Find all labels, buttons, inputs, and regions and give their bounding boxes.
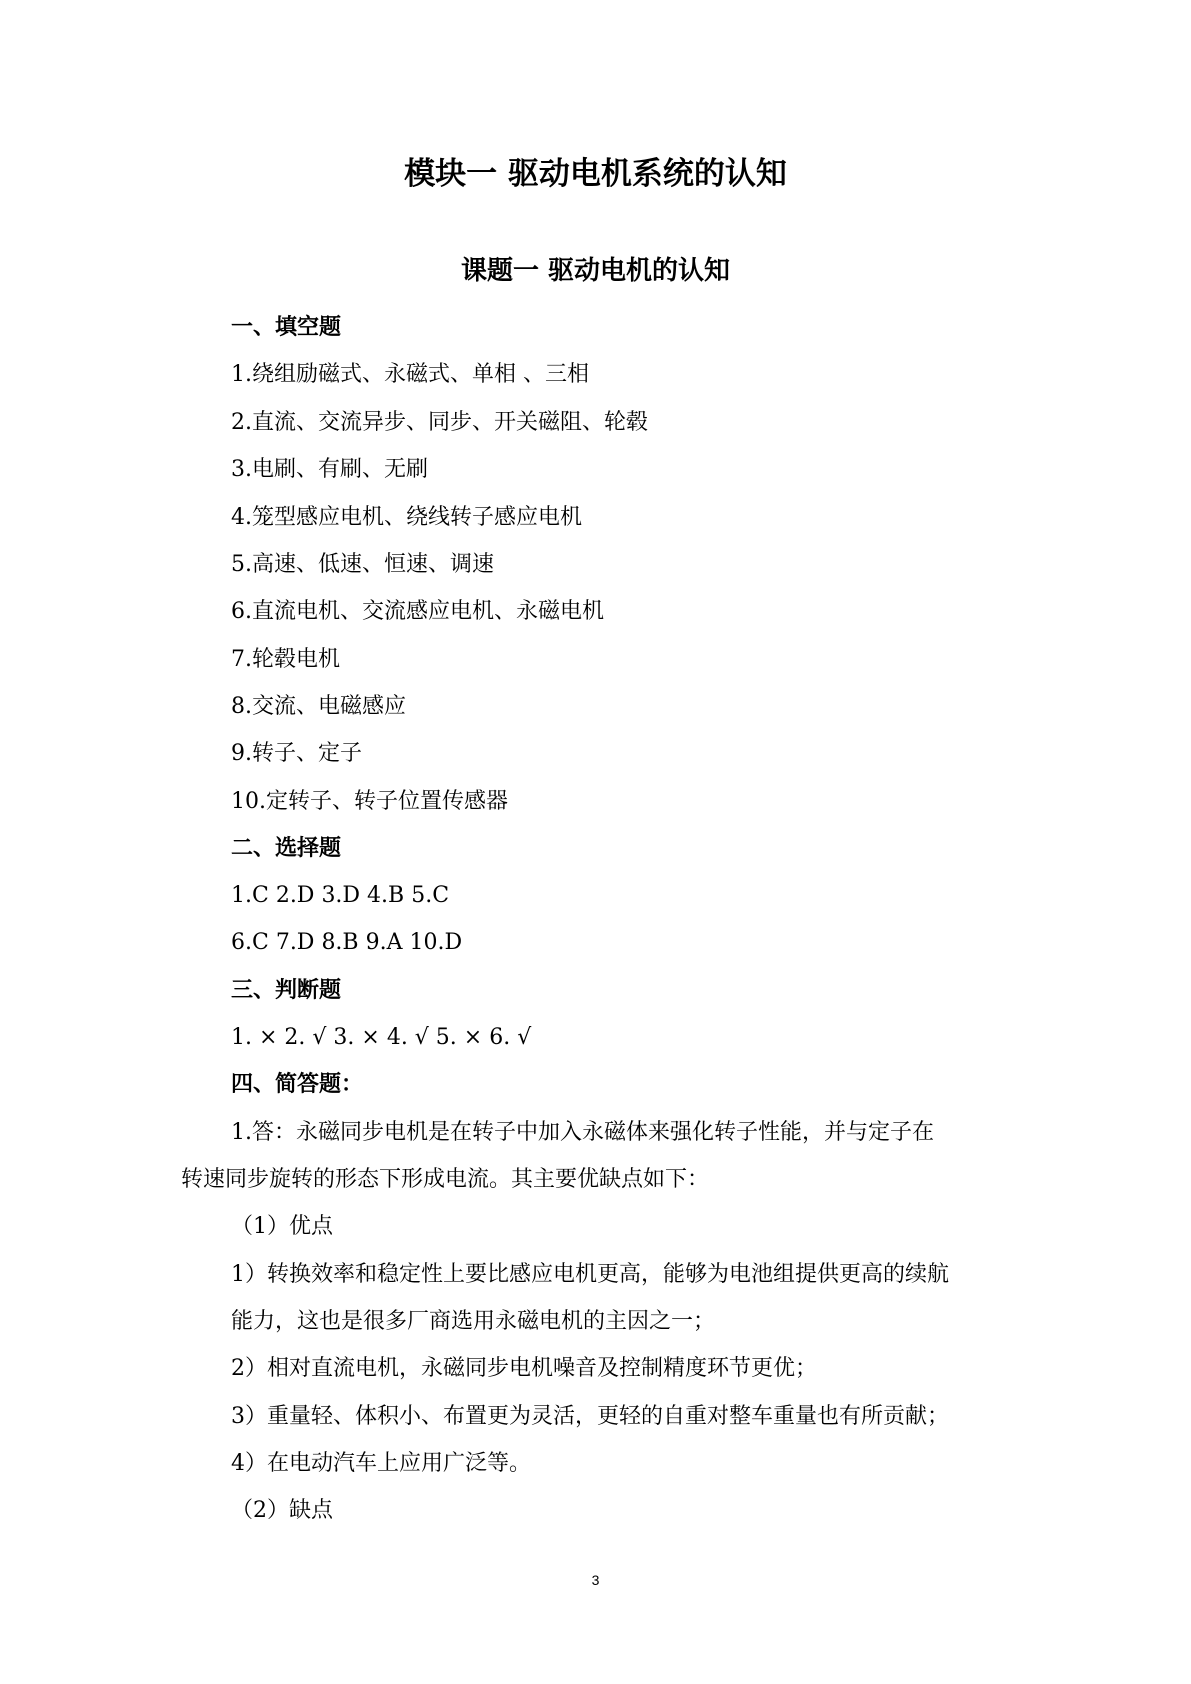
- short-answer-line-7: 3）重量轻、体积小、布置更为灵活，更轻的自重对整车重量也有所贡献；: [231, 1404, 949, 1429]
- fill-blank-answer-9: 9.转子、定子: [231, 741, 362, 766]
- true-false-answers: 1. × 2. √ 3. × 4. √ 5. × 6. √: [231, 1025, 532, 1050]
- choice-answers-row-1: 1.C 2.D 3.D 4.B 5.C: [231, 883, 450, 908]
- choice-answers-row-2: 6.C 7.D 8.B 9.A 10.D: [231, 930, 463, 955]
- section-heading-short-answer: 四、简答题：: [231, 1072, 364, 1097]
- section-heading-true-false: 三、判断题: [231, 978, 342, 1003]
- page-number: 3: [591, 1572, 600, 1588]
- short-answer-line-6: 2）相对直流电机，永磁同步电机噪音及控制精度环节更优；: [231, 1356, 817, 1381]
- fill-blank-answer-3: 3.电刷、有刷、无刷: [231, 457, 428, 482]
- fill-blank-answer-8: 8.交流、电磁感应: [231, 694, 406, 719]
- fill-blank-answer-10: 10.定转子、转子位置传感器: [231, 789, 508, 814]
- fill-blank-answer-2: 2.直流、交流异步、同步、开关磁阻、轮毂: [231, 410, 648, 435]
- section-heading-fill-blank: 一、填空题: [231, 315, 342, 340]
- fill-blank-answer-1: 1.绕组励磁式、永磁式、单相 、三相: [231, 362, 589, 387]
- short-answer-line-3: （1）优点: [231, 1214, 333, 1239]
- short-answer-line-2: 转速同步旋转的形态下形成电流。其主要优缺点如下：: [181, 1167, 710, 1192]
- section-heading-choice: 二、选择题: [231, 836, 342, 861]
- short-answer-line-8: 4）在电动汽车上应用广泛等。: [231, 1451, 531, 1476]
- short-answer-line-1: 1.答：永磁同步电机是在转子中加入永磁体来强化转子性能，并与定子在: [231, 1120, 934, 1145]
- short-answer-line-4: 1）转换效率和稳定性上要比感应电机更高，能够为电池组提供更高的续航: [231, 1262, 949, 1287]
- short-answer-line-9: （2）缺点: [231, 1498, 333, 1523]
- module-title: 模块一 驱动电机系统的认知: [404, 156, 787, 192]
- lesson-title: 课题一 驱动电机的认知: [460, 256, 731, 286]
- fill-blank-answer-6: 6.直流电机、交流感应电机、永磁电机: [231, 599, 604, 624]
- fill-blank-answer-5: 5.高速、低速、恒速、调速: [231, 552, 494, 577]
- fill-blank-answer-4: 4.笼型感应电机、绕线转子感应电机: [231, 505, 582, 530]
- short-answer-line-5: 能力，这也是很多厂商选用永磁电机的主因之一；: [231, 1309, 716, 1334]
- fill-blank-answer-7: 7.轮毂电机: [231, 647, 340, 672]
